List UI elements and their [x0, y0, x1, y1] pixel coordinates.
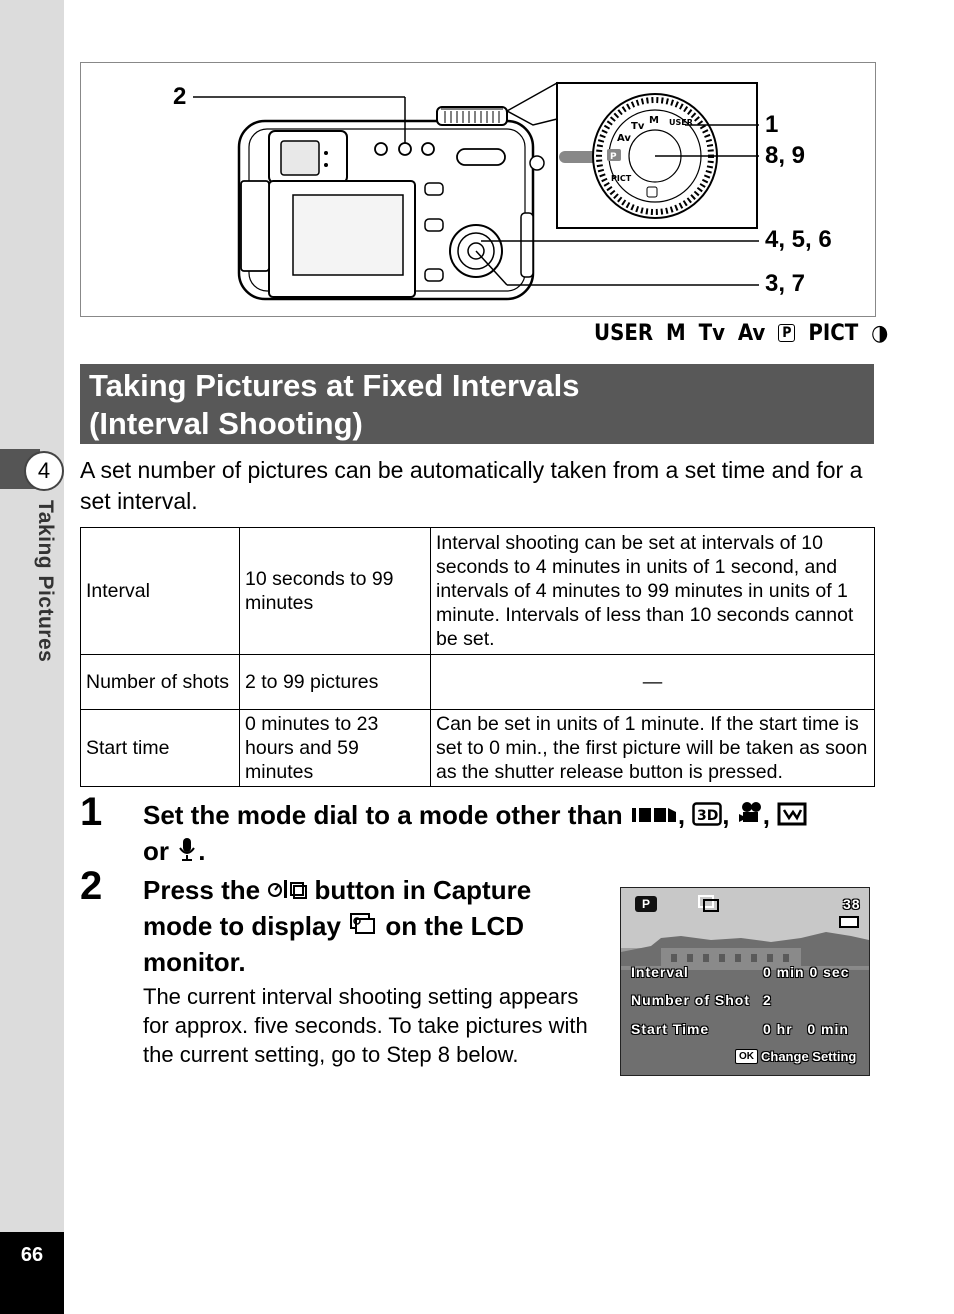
mode-user: USER: [594, 321, 654, 346]
svg-text:P: P: [610, 152, 617, 162]
step-2-number: 2: [80, 864, 103, 908]
svg-text:USER: USER: [669, 118, 693, 127]
lcd-interval-value: 0 min 0 sec: [763, 964, 850, 980]
mode-pict: PICT: [808, 321, 859, 346]
lcd-interval-icon: [697, 894, 721, 919]
table-cell-notes: Can be set in units of 1 minute. If the start time is set to 0 min., the first picture will be taken as soon as the shutter release button is pressed.: [431, 710, 875, 787]
step-2-text-1a: Press the: [143, 875, 261, 905]
lcd-background-scene: [621, 888, 869, 1075]
step-1-text-b: or: [143, 836, 169, 867]
step-1-text-a: Set the mode dial to a mode other than: [143, 800, 623, 830]
lcd-mode-badge: P: [635, 896, 657, 912]
digital-filter-icon: [777, 800, 807, 834]
table-cell-notes: Interval shooting can be set at intervals of 10 seconds to 4 minutes in units of 1 second, and intervals of 4 minutes to 99 minutes in units of 1 minute. Intervals of less than 10 seconds cannot be set.: [431, 528, 875, 655]
table-cell-range: 2 to 99 pictures: [240, 655, 431, 710]
step-2-text-3: monitor.: [143, 947, 246, 978]
table-cell-notes: —: [431, 655, 875, 710]
voice-icon: [176, 836, 198, 870]
table-cell-range: 0 minutes to 23 hours and 59 minutes: [240, 710, 431, 787]
step-2-body: The current interval shooting setting appears for approx. five seconds. To take pictures with the current setting, go to Step 8 below.: [143, 984, 588, 1067]
camera-diagram: [80, 62, 876, 317]
lcd-shots-label: Number of Shot: [631, 992, 750, 1008]
lcd-change-setting: Change Setting: [761, 1049, 857, 1064]
lcd-start-label: Start Time: [631, 1021, 710, 1037]
lcd-shots-value: 2: [763, 992, 772, 1008]
svg-text:Av: Av: [617, 133, 631, 144]
step-1-number: 1: [80, 790, 103, 834]
step-2-text-2a: mode to display: [143, 911, 341, 942]
section-title-line1: Taking Pictures at Fixed Intervals: [89, 368, 580, 403]
panorama-icon: [630, 800, 678, 834]
camera-illustration: [81, 63, 875, 316]
svg-text:M: M: [649, 115, 659, 126]
battery-icon: [839, 916, 859, 928]
available-modes: [594, 321, 888, 346]
table-row: [81, 655, 875, 710]
mode-tv: Tv: [698, 321, 725, 346]
moon-icon: ◑: [871, 321, 889, 346]
table-row: [81, 710, 875, 787]
movie-icon: [737, 800, 763, 834]
table-row: [81, 528, 875, 655]
mode-av: Av: [737, 321, 766, 346]
section-title: [80, 364, 874, 444]
interval-shooting-icon: [348, 911, 378, 945]
svg-text:PICT: PICT: [611, 174, 632, 183]
section-title-line2: (Interval Shooting): [89, 406, 363, 441]
lcd-interval-label: Interval: [631, 964, 689, 980]
interval-settings-table: [80, 527, 875, 787]
intro-paragraph: A set number of pictures can be automatically taken from a set time and for a set interval.: [80, 457, 863, 514]
callout-3-7: 3, 7: [765, 270, 806, 297]
svg-text:3D: 3D: [697, 808, 719, 825]
lcd-shots-remaining: 38: [843, 896, 861, 912]
callout-1: 1: [765, 111, 779, 138]
table-cell-item: Interval: [81, 528, 240, 655]
3d-icon: [692, 800, 722, 834]
step-1-instruction: Set the mode dial to a mode other than , 3D , , or .: [143, 798, 883, 870]
svg-text:Tv: Tv: [631, 121, 645, 132]
step-2-instruction: [143, 873, 613, 979]
table-cell-item: Number of shots: [81, 655, 240, 710]
mode-m: M: [665, 321, 686, 346]
page-number: 66: [20, 1244, 44, 1266]
callout-2: 2: [173, 83, 187, 110]
step-2-text-1b: button in Capture: [314, 875, 532, 905]
chapter-title: Taking Pictures: [34, 500, 57, 663]
chapter-number: 4: [24, 451, 64, 491]
self-timer-drive-icon: [267, 875, 307, 909]
callout-8-9: 8, 9: [765, 142, 806, 169]
lcd-start-value: 0 hr 0 min: [763, 1021, 849, 1037]
callout-4-5-6: 4, 5, 6: [765, 226, 832, 253]
lcd-monitor-preview: [620, 887, 870, 1076]
mode-p: P: [778, 324, 795, 342]
table-cell-range: 10 seconds to 99 minutes: [240, 528, 431, 655]
lcd-ok-badge: OK: [735, 1049, 758, 1064]
step-2-text-2b: on the LCD: [385, 911, 525, 942]
table-cell-item: Start time: [81, 710, 240, 787]
